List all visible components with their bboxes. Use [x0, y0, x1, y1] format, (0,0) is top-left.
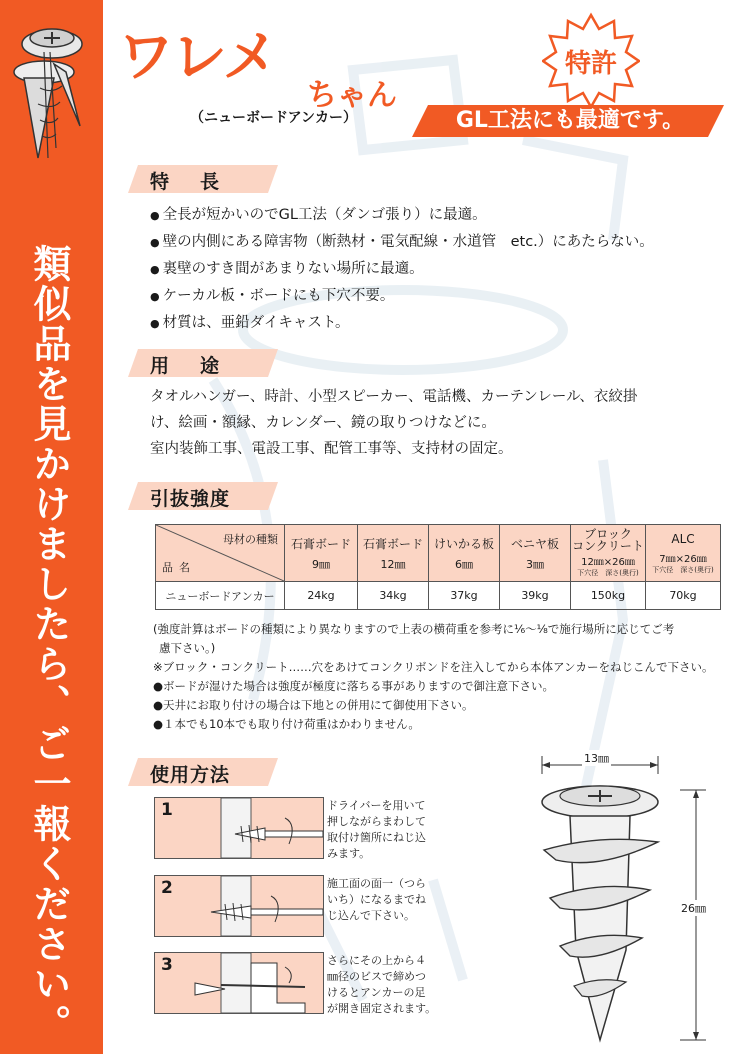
- table-header-cell: ベニヤ板 3㎜: [500, 525, 571, 582]
- usage-heading: [128, 758, 278, 786]
- table-cell: 37kg: [429, 582, 500, 610]
- table-header-cell: 石膏ボード 12㎜: [358, 525, 429, 582]
- table-header-cell: ALC 7㎜×26㎜ 下穴径 深さ(奥行): [646, 525, 721, 582]
- table-cell: 24kg: [285, 582, 358, 610]
- features-title: 特 長: [150, 171, 226, 193]
- screw-illustration: [4, 8, 98, 178]
- feature-item: ● 裏壁のすき間があまりない場所に最適。: [150, 256, 654, 283]
- note-line: ●１本でも10本でも取り付け荷重はかわりません。: [153, 717, 420, 731]
- brand-suffix: ちゃん: [307, 78, 397, 113]
- step-3-diagram: [155, 953, 323, 1013]
- corner-top-label: 母材の種類: [223, 533, 278, 546]
- uses-title: 用 途: [150, 355, 226, 377]
- note-line: ●ボードが湿けた場合は強度が極度に落ちる事がありますので御注意下さい。: [153, 679, 555, 693]
- note-line: 慮下さい。): [159, 641, 216, 655]
- step-number: 2: [161, 878, 173, 898]
- uses-text: [150, 384, 720, 462]
- table-cell: 39kg: [500, 582, 571, 610]
- row-label-cell: ニューボードアンカー: [156, 582, 285, 610]
- dimension-width-label: 13㎜: [584, 752, 609, 765]
- table-header-cell: 石膏ボード 9㎜: [285, 525, 358, 582]
- table-cell: 34kg: [358, 582, 429, 610]
- anchor-dimension-figure: [530, 750, 730, 1050]
- uses-heading: [128, 349, 278, 377]
- patent-badge: [542, 12, 640, 110]
- uses-line: タオルハンガー、時計、小型スピーカー、電話機、カーテンレール、衣絞掛: [150, 389, 638, 405]
- feature-item: ● 壁の内側にある障害物（断熱材・電気配線・水道管 etc.）にあたらない。: [150, 229, 654, 256]
- usage-step-2: [154, 875, 324, 937]
- table-cell: 70kg: [646, 582, 721, 610]
- usage-step-2-text: 施工面の面一（つら いち）になるまでね じ込んで下さい。: [327, 877, 426, 922]
- table-header-cell: ブロック コンクリート 12㎜×26㎜ 下穴径 深さ(奥行): [571, 525, 646, 582]
- uses-line: け、絵画・額縁、カレンダー、鏡の取りつけなどに。: [150, 415, 496, 431]
- product-subtitle: （ニューボードアンカー）: [190, 110, 358, 126]
- gl-banner-text: GL工法にも最適です。: [455, 108, 685, 133]
- note-line: ※ブロック・コンクリート……穴をあけてコンクリボンドを注入してから本体アンカーをねじこんで下さい。: [153, 660, 714, 674]
- dimension-height-label: 26㎜: [681, 902, 706, 915]
- feature-item: ● 全長が短かいのでGL工法（ダンゴ張り）に最適。: [150, 202, 654, 229]
- patent-label: 特許: [564, 49, 617, 79]
- strength-notes: [153, 620, 728, 734]
- table-header-cell: けいかる板 6㎜: [429, 525, 500, 582]
- feature-item: ● ケーカル板・ボードにも下穴不要。: [150, 283, 654, 310]
- table-cell: 150kg: [571, 582, 646, 610]
- brand-logo: ワレメ: [118, 25, 276, 90]
- usage-step-1-text: ドライバーを用いて 押しながらまわして 取付け箇所にねじ込 みます。: [327, 799, 426, 860]
- table-header-row: [156, 525, 721, 582]
- uses-line: 室内装飾工事、電設工事、配管工事等、支持材の固定。: [150, 441, 513, 457]
- usage-step-1: [154, 797, 324, 859]
- strength-title: 引抜強度: [150, 488, 231, 510]
- step-1-diagram: [155, 798, 323, 858]
- sidebar: [0, 0, 103, 1054]
- feature-item: ● 材質は、亜鉛ダイキャスト。: [150, 310, 654, 337]
- note-line: ●天井にお取り付けの場合は下地との併用にて御使用下さい。: [153, 698, 474, 712]
- usage-title: 使用方法: [150, 764, 231, 786]
- features-heading: [128, 165, 278, 193]
- usage-step-3-text: さらにその上から４ ㎜径のビスで締めつ けるとアンカーの足 が開き固定されます。: [327, 954, 437, 1015]
- step-2-diagram: [155, 876, 323, 936]
- table-corner-cell: [156, 525, 285, 582]
- usage-step-3: [154, 952, 324, 1014]
- step-number: 3: [161, 955, 173, 975]
- step-number: 1: [161, 800, 173, 820]
- features-list: [150, 202, 654, 337]
- sidebar-notice-text: 類似品を見かけましたら、ご一報ください。: [27, 244, 71, 1044]
- corner-bottom-label: 品名: [162, 561, 196, 574]
- note-line: (強度計算はボードの種類により異なりますので上表の横荷重を参考に⅙〜⅛で施行場所に応じてご考: [153, 622, 675, 636]
- strength-heading: [128, 482, 278, 510]
- table-row: [156, 582, 721, 610]
- strength-table: [155, 524, 721, 610]
